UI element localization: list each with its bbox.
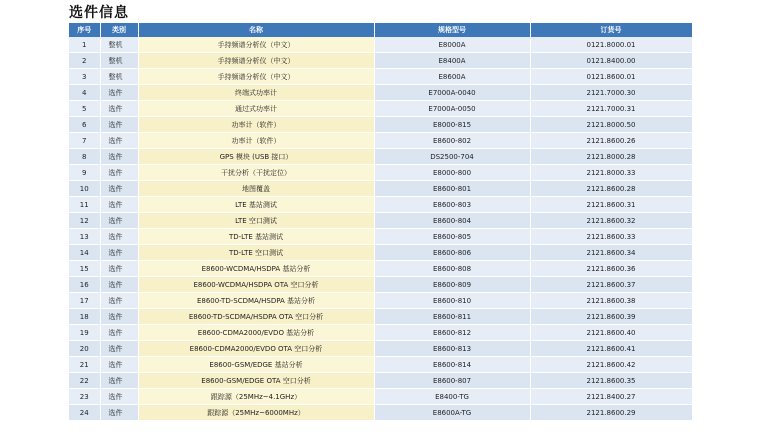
cell-category: 选件 [100,117,138,133]
cell-name: 跟踪源（25MHz~4.1GHz） [138,389,374,405]
page-title: 选件信息 [69,5,129,21]
cell-category: 选件 [100,165,138,181]
cell-order-number: 2121.8600.40 [530,325,692,341]
cell-index: 12 [69,213,100,229]
cell-model: E8600-812 [374,325,530,341]
cell-index: 10 [69,181,100,197]
header-name: 名称 [138,23,374,37]
cell-order-number: 2121.8600.35 [530,373,692,389]
cell-model: E8600-811 [374,309,530,325]
cell-category: 选件 [100,277,138,293]
cell-category: 选件 [100,149,138,165]
cell-order-number: 2121.8600.33 [530,229,692,245]
cell-name: 地图覆盖 [138,181,374,197]
cell-model: E8000A [374,37,530,53]
cell-model: E8600-804 [374,213,530,229]
cell-index: 2 [69,53,100,69]
table-row [69,149,692,165]
table-row [69,85,692,101]
cell-category: 整机 [100,53,138,69]
cell-name: GPS 模块 (USB 接口） [138,149,374,165]
cell-index: 17 [69,293,100,309]
cell-model: DS2500-704 [374,149,530,165]
cell-order-number: 2121.8600.38 [530,293,692,309]
cell-name: LTE 基站测试 [138,197,374,213]
cell-order-number: 2121.8600.31 [530,197,692,213]
table-row [69,117,692,133]
cell-index: 22 [69,373,100,389]
cell-category: 选件 [100,133,138,149]
cell-index: 9 [69,165,100,181]
cell-name: E8600-TD-SCDMA/HSDPA OTA 空口分析 [138,309,374,325]
cell-order-number: 2121.8600.39 [530,309,692,325]
cell-name: 功率计（软件） [138,133,374,149]
table-row [69,389,692,405]
cell-index: 4 [69,85,100,101]
cell-name: E8600-TD-SCDMA/HSDPA 基站分析 [138,293,374,309]
cell-model: E8400A [374,53,530,69]
cell-model: E8600-806 [374,245,530,261]
table-row [69,101,692,117]
cell-name: E8600-CDMA2000/EVDO 基站分析 [138,325,374,341]
cell-order-number: 2121.8600.29 [530,405,692,421]
table-row [69,181,692,197]
cell-model: E7000A-0050 [374,101,530,117]
cell-model: E8600-808 [374,261,530,277]
cell-index: 19 [69,325,100,341]
cell-category: 选件 [100,245,138,261]
cell-order-number: 2121.8000.33 [530,165,692,181]
header-category: 类别 [100,23,138,37]
cell-order-number: 2121.8600.42 [530,357,692,373]
cell-name: 通过式功率计 [138,101,374,117]
cell-order-number: 2121.8600.37 [530,277,692,293]
cell-name: TD-LTE 基站测试 [138,229,374,245]
cell-model: E7000A-0040 [374,85,530,101]
header-model: 规格型号 [374,23,530,37]
cell-model: E8000-800 [374,165,530,181]
cell-index: 1 [69,37,100,53]
cell-category: 选件 [100,229,138,245]
cell-index: 18 [69,309,100,325]
cell-name: E8600-GSM/EDGE 基站分析 [138,357,374,373]
table-row [69,373,692,389]
cell-order-number: 2121.8600.41 [530,341,692,357]
table-row [69,197,692,213]
cell-index: 16 [69,277,100,293]
table-row [69,245,692,261]
table-row [69,37,692,53]
cell-name: LTE 空口测试 [138,213,374,229]
cell-name: 手持频谱分析仪（中文） [138,69,374,85]
cell-model: E8400-TG [374,389,530,405]
table-row [69,261,692,277]
table-row [69,341,692,357]
cell-model: E8600-803 [374,197,530,213]
cell-order-number: 2121.8600.34 [530,245,692,261]
table-header-row [69,23,692,37]
table-row [69,405,692,421]
table-row [69,133,692,149]
cell-order-number: 2121.8600.36 [530,261,692,277]
cell-model: E8600-801 [374,181,530,197]
cell-model: E8600-805 [374,229,530,245]
cell-category: 选件 [100,197,138,213]
table-row [69,165,692,181]
table-row [69,277,692,293]
cell-category: 选件 [100,309,138,325]
cell-index: 3 [69,69,100,85]
cell-category: 选件 [100,325,138,341]
cell-model: E8000-815 [374,117,530,133]
table-row [69,69,692,85]
cell-model: E8600-807 [374,373,530,389]
cell-name: 功率计（软件） [138,117,374,133]
table-row [69,293,692,309]
cell-category: 选件 [100,213,138,229]
table-row [69,53,692,69]
cell-order-number: 2121.8600.32 [530,213,692,229]
table-row [69,357,692,373]
table-row [69,325,692,341]
cell-index: 21 [69,357,100,373]
cell-category: 选件 [100,389,138,405]
options-table [69,23,693,421]
table-row [69,309,692,325]
cell-category: 选件 [100,293,138,309]
cell-order-number: 2121.8400.27 [530,389,692,405]
cell-name: 跟踪源（25MHz~6000MHz） [138,405,374,421]
cell-index: 23 [69,389,100,405]
cell-category: 选件 [100,405,138,421]
cell-order-number: 2121.7000.30 [530,85,692,101]
cell-name: TD-LTE 空口测试 [138,245,374,261]
cell-order-number: 2121.8000.50 [530,117,692,133]
cell-model: E8600A [374,69,530,85]
cell-model: E8600-809 [374,277,530,293]
cell-name: E8600-WCDMA/HSDPA OTA 空口分析 [138,277,374,293]
cell-order-number: 0121.8400.00 [530,53,692,69]
cell-name: 干扰分析（干扰定位） [138,165,374,181]
cell-order-number: 2121.7000.31 [530,101,692,117]
cell-name: 终端式功率计 [138,85,374,101]
cell-category: 选件 [100,181,138,197]
cell-name: E8600-GSM/EDGE OTA 空口分析 [138,373,374,389]
cell-order-number: 0121.8000.01 [530,37,692,53]
cell-name: E8600-CDMA2000/EVDO OTA 空口分析 [138,341,374,357]
cell-name: E8600-WCDMA/HSDPA 基站分析 [138,261,374,277]
cell-model: E8600-802 [374,133,530,149]
cell-name: 手持频谱分析仪（中文） [138,37,374,53]
cell-index: 5 [69,101,100,117]
header-index: 序号 [69,23,100,37]
cell-index: 13 [69,229,100,245]
table-row [69,213,692,229]
header-order-number: 订货号 [530,23,692,37]
cell-category: 选件 [100,85,138,101]
cell-index: 20 [69,341,100,357]
cell-category: 整机 [100,69,138,85]
cell-model: E8600A-TG [374,405,530,421]
cell-index: 8 [69,149,100,165]
cell-name: 手持频谱分析仪（中文） [138,53,374,69]
cell-model: E8600-810 [374,293,530,309]
cell-model: E8600-813 [374,341,530,357]
cell-order-number: 2121.8600.28 [530,181,692,197]
cell-index: 7 [69,133,100,149]
table-body [69,37,692,421]
cell-category: 整机 [100,37,138,53]
table-row [69,229,692,245]
cell-category: 选件 [100,101,138,117]
cell-index: 14 [69,245,100,261]
cell-category: 选件 [100,357,138,373]
cell-category: 选件 [100,373,138,389]
cell-index: 24 [69,405,100,421]
cell-index: 15 [69,261,100,277]
cell-index: 11 [69,197,100,213]
cell-order-number: 2121.8000.28 [530,149,692,165]
cell-order-number: 2121.8600.26 [530,133,692,149]
cell-order-number: 0121.8600.01 [530,69,692,85]
cell-category: 选件 [100,261,138,277]
cell-index: 6 [69,117,100,133]
cell-category: 选件 [100,341,138,357]
cell-model: E8600-814 [374,357,530,373]
